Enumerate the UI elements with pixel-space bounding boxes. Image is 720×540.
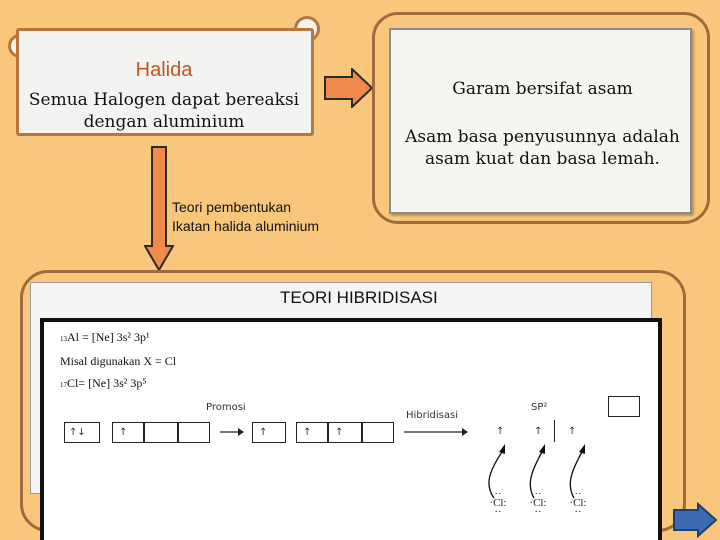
electron-single: ↑ [259, 427, 268, 438]
orbital-box-3s [64, 422, 100, 443]
cl-config [60, 376, 147, 391]
sp2-electron-1: ↑ [496, 426, 505, 437]
garam-line1: Garam bersifat asam [452, 79, 633, 99]
al-config [60, 330, 150, 345]
promoted-box-3p2 [328, 422, 362, 443]
halida-body-line2: dengan aluminium [83, 112, 245, 132]
cl-config-text: Cl= [Ne] 3s² 3p⁵ [67, 376, 147, 390]
halida-title: Halida [135, 59, 193, 81]
promosi-label: Promosi [206, 402, 246, 413]
halida-scroll-card [16, 28, 314, 136]
diagram-image [44, 322, 658, 540]
right-arrow-icon [324, 68, 374, 108]
cl-atom-2 [524, 490, 552, 517]
lone-pair: ·· [494, 488, 502, 500]
teori-line1: Teori pembentukan [172, 199, 292, 215]
next-slide-icon[interactable] [672, 502, 718, 538]
garam-line3: asam kuat dan basa lemah. [425, 149, 660, 169]
cl-atom-label: ·Cl: [569, 497, 587, 509]
cl-atom-3 [564, 490, 592, 517]
halida-body-line1: Semua Halogen dapat bereaksi [28, 90, 300, 110]
promoted-box-3s [252, 422, 286, 443]
electron-single: ↑ [119, 427, 128, 438]
garam-card [389, 28, 692, 214]
teori-pembentukan-label [172, 198, 319, 236]
lone-pair: ·· [494, 506, 502, 518]
cl-atom-label: ·Cl: [529, 497, 547, 509]
hibridisasi-label: Hibridisasi [406, 410, 458, 421]
lone-pair: ·· [574, 488, 582, 500]
electron-pair: ↑↓ [69, 427, 86, 438]
empty-p-orbital [608, 396, 640, 417]
down-arrow-icon [144, 146, 174, 272]
sp2-electron-3: ↑ [568, 426, 577, 437]
hibridisasi-arrow-icon [404, 426, 468, 438]
sp2-electron-2: ↑ [534, 426, 543, 437]
cl-atomic-number: 17 [60, 381, 67, 389]
lone-pair: ·· [534, 488, 542, 500]
sp2-label: SP² [531, 402, 548, 413]
al-config-text: Al = [Ne] 3s² 3p¹ [67, 330, 150, 344]
misal-text: Misal digunakan X = Cl [60, 354, 177, 368]
halida-body [19, 89, 309, 133]
promoted-box-3p3 [362, 422, 394, 443]
lone-pair: ·· [574, 506, 582, 518]
orbital-box-3p2 [144, 422, 178, 443]
lone-pair: ·· [534, 506, 542, 518]
al-atomic-number: 13 [60, 335, 67, 343]
garam-line2: Asam basa penyusunnya adalah [405, 127, 680, 147]
teori-line2: Ikatan halida aluminium [172, 218, 320, 234]
orbital-box-3p1 [112, 422, 144, 443]
orbital-box-3p3 [178, 422, 210, 443]
promosi-arrow-icon [220, 426, 244, 438]
cl-atom-label: ·Cl: [489, 497, 507, 509]
cl-atom-1 [484, 490, 512, 517]
hibridisasi-heading: TEORI HIBRIDISASI [280, 288, 438, 307]
promoted-box-3p1 [296, 422, 328, 443]
sp2-divider [554, 420, 555, 442]
electron-single: ↑ [303, 427, 312, 438]
electron-single: ↑ [335, 427, 344, 438]
